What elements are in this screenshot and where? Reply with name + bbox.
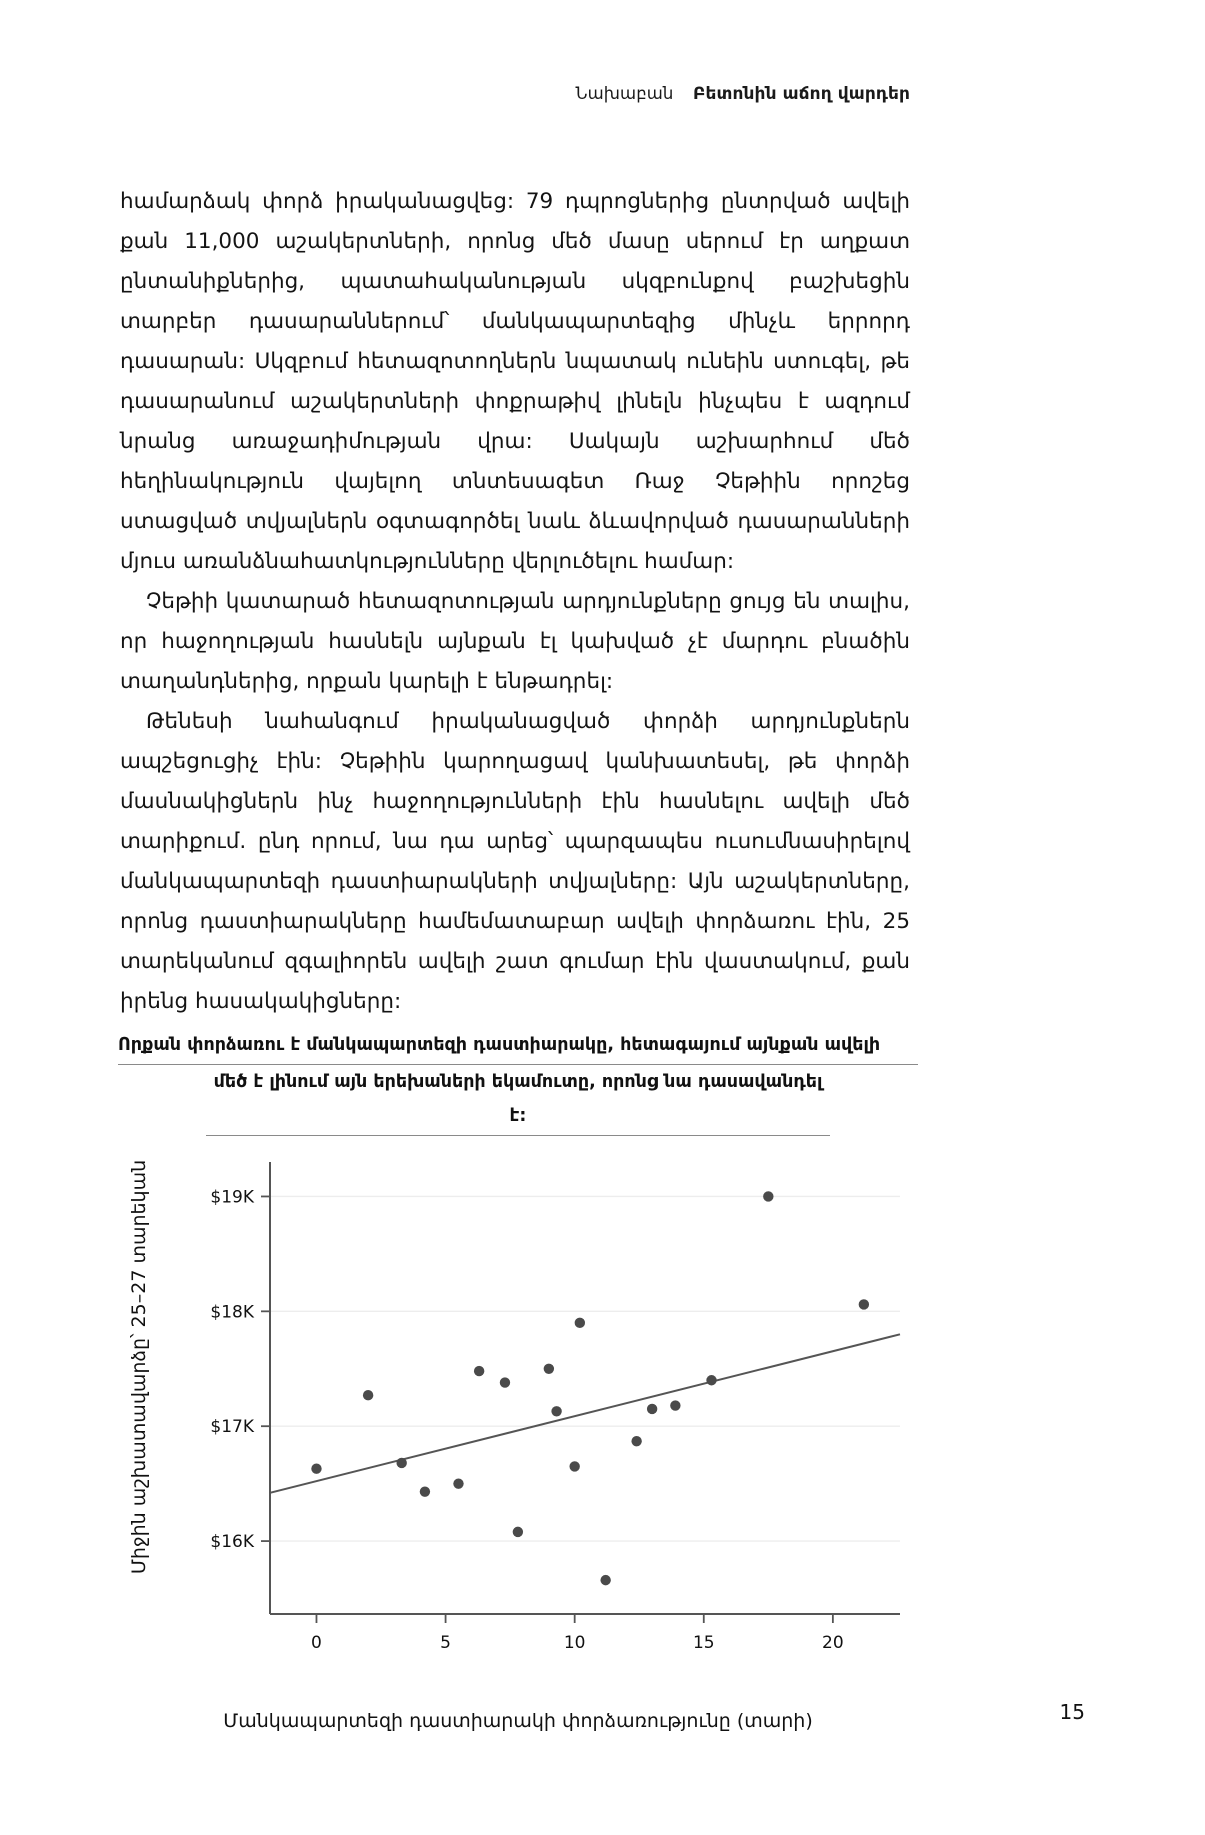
x-tick-label: 5 <box>440 1633 451 1653</box>
scatter-point <box>513 1527 523 1537</box>
scatter-point <box>859 1299 869 1309</box>
paragraph: Չեթիի կատարած հետազոտության արդյունքները ցույց են տալիս, որ հաջողության հասնելն այնքան էլ կախված չէ մարդու բնածին տաղանդներից, որքան կարելի է ենթադրել: <box>120 589 910 694</box>
scatter-point <box>544 1364 554 1374</box>
scatter-point <box>363 1390 373 1400</box>
x-tick-label: 10 <box>563 1633 586 1653</box>
figure-caption-line-2: մեծ է լինում այն երեխաների եկամուտը, որոնց նա դասավանդել է: <box>206 1065 830 1136</box>
scatter-point <box>647 1404 657 1414</box>
scatter-point <box>396 1458 406 1468</box>
y-tick-label: $17K <box>210 1417 254 1438</box>
scatter-point <box>763 1191 773 1201</box>
paragraph: համարձակ փորձ իրականացվեց: 79 դպրոցներից ընտրված ավելի քան 11,000 աշակերտների, որոնց մեծ մասը սերում էր աղքատ ընտանիքներից, պատահականության սկզբունքով բաշխեցին տարբեր դասարաններում՝ մանկապարտեզից մինչև երրորդ դասարան: Սկզբում հետազոտողներն նպատակ ունեին ստուգել, թե դասարանում աշակերտների փոքրաթիվ լինելն ինչպես է ազդում նրանց առաջադիմության վրա: Սակայն աշխարհում մեծ հեղինակություն վայելող տնտեսագետ Ռաջ Չեթիին որոշեց ստացված տվյալներն օգտագործել նաև ձևավորված դասարանների մյուս առանձնահատկությունները վերլուծելու համար: <box>120 189 910 574</box>
header-section-label: Նախաբան <box>575 84 674 103</box>
trend-line <box>270 1334 900 1493</box>
scatter-point <box>600 1575 610 1585</box>
x-tick-label: 20 <box>822 1633 844 1653</box>
scatter-point <box>420 1486 430 1496</box>
x-axis-title: Մանկապարտեզի դաստիարակի փորձառությունը (տարի) <box>223 1710 813 1732</box>
header-book-title: Բետոնին աճող վարդեր <box>693 84 910 104</box>
x-tick-label: 15 <box>692 1633 715 1653</box>
plot-canvas <box>118 1150 918 1710</box>
scatter-point <box>575 1318 585 1328</box>
scatter-point <box>551 1406 561 1416</box>
y-tick-label: $16K <box>210 1532 254 1553</box>
scatter-chart <box>118 1150 918 1770</box>
figure <box>118 1028 918 1770</box>
scatter-point <box>706 1375 716 1385</box>
scatter-point <box>670 1400 680 1410</box>
scatter-point <box>311 1464 321 1474</box>
scatter-point <box>569 1461 579 1471</box>
figure-caption-line-1: Որքան փորձառու է մանկապարտեզի դաստիարակը, հետագայում այնքան ավելի <box>118 1028 918 1065</box>
y-axis-title: Միջին աշխատավարձը՝ 25–27 տարեկան <box>128 1159 150 1575</box>
body-text <box>120 182 910 1022</box>
scatter-point <box>474 1366 484 1376</box>
y-tick-label: $18K <box>210 1302 254 1323</box>
running-header <box>120 84 910 104</box>
x-tick-label: 0 <box>311 1633 322 1653</box>
page-number: 15 <box>1059 1700 1085 1724</box>
y-tick-label: $19K <box>210 1187 254 1208</box>
scatter-point <box>500 1377 510 1387</box>
figure-caption <box>118 1028 918 1136</box>
scatter-point <box>453 1478 463 1488</box>
paragraph: Թենեսի նահանգում իրականացված փորձի արդյունքներն ապշեցուցիչ էին: Չեթիին կարողացավ կանխատեսել, թե փորձի մասնակիցներն ինչ հաջողությունների էին հասնելու ավելի մեծ տարիքում. ընդ որում, նա դա արեց՝ պարզապես ուսումնասիրելով մանկապարտեզի դաստիարակների տվյալները: Այն աշակերտները, որոնց դաստիարակները համեմատաբար ավելի փորձառու էին, 25 տարեկանում զգալիորեն ավելի շատ գումար էին վաստակում, քան իրենց հասակակիցները: <box>120 709 910 1014</box>
scatter-point <box>631 1436 641 1446</box>
